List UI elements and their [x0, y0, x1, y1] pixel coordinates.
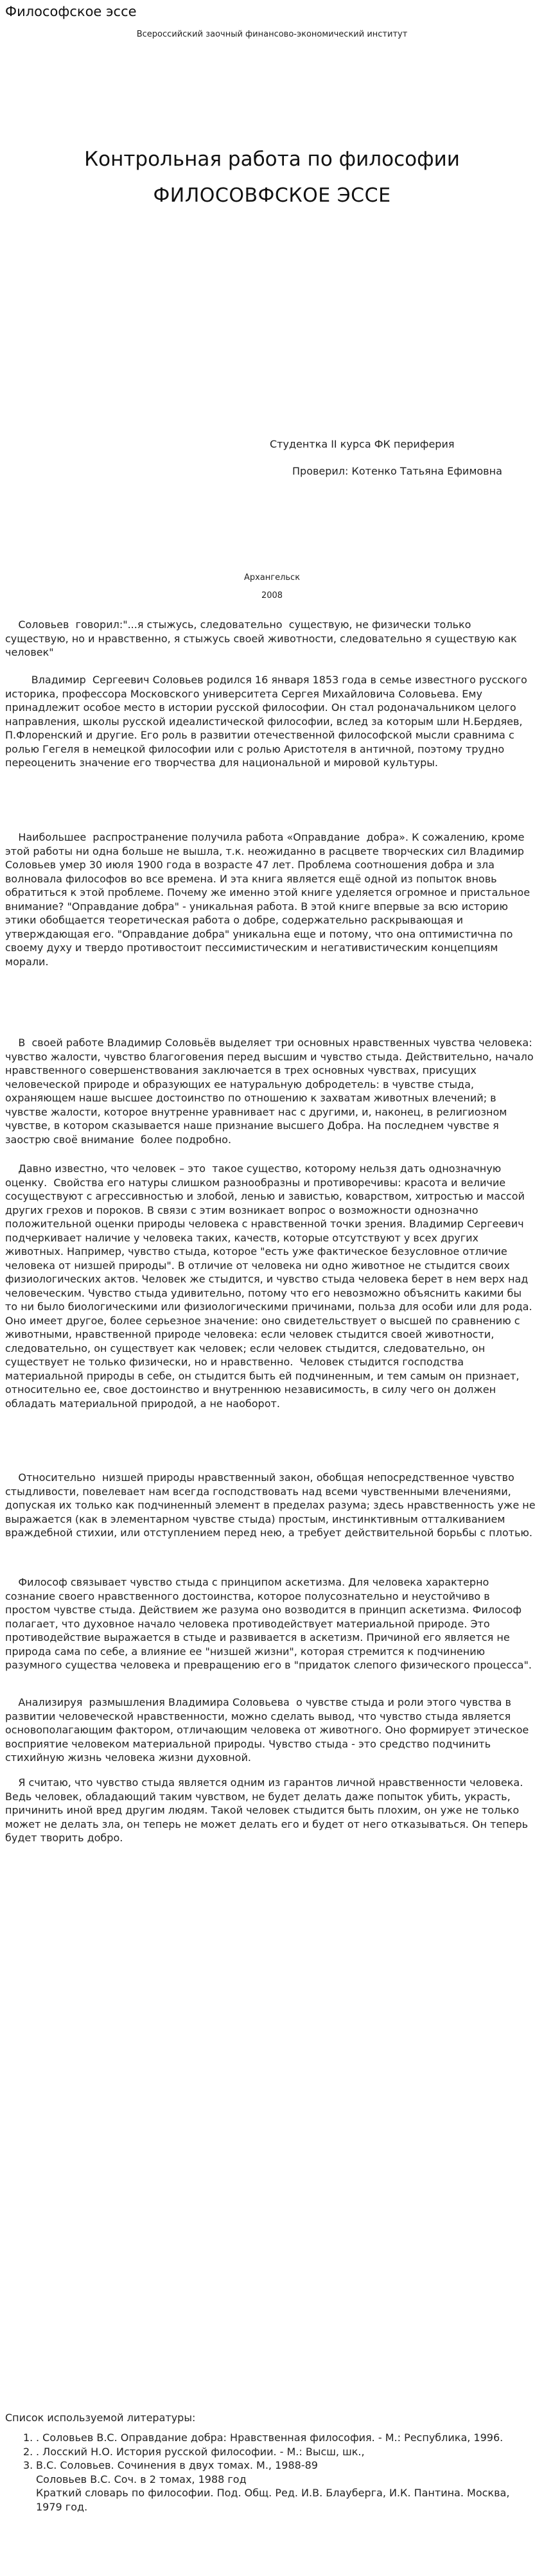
paragraph-three-feelings: В своей работе Владимир Соловьёв выделяет три основных нравственных чувства человека: чувство жалости, чувство благоговения перед высшим и чувство стыда. Действительно, начало нравственного совершенствования заключается в трех основных чувствах, присущих человеческой природе и образующих ее натуральную добродетель: в чувстве стыда, охраняющем наше высшее достоинство по отношению к захватам животных влечений; в чувстве жалости, которое внутренне уравнивает нас с другими, и, наконец, в религиозном чувстве, в котором сказывается наше признание высшего Добра. На последнем чувстве я заострю своё внимание более подробно. — [5, 1037, 537, 1146]
reference-text: . Лосский Н.О. История русской философии. - М.: Высш, шк., — [36, 2445, 365, 2458]
paragraph-conclusion: Я считаю, что чувство стыда является одним из гарантов личной нравственности человека. Ведь человек, обладающий таким чувством, не будет делать даже попыток убить, украсть, причинить иной вред другим людям. Такой человек стыдится быть плохим, он уже не только может не делать зла, он теперь не может делать его и будет от него отказываться. Он теперь будет творить добро. — [5, 1776, 532, 1844]
institute-name: Всероссийский заочный финансово-экономический институт — [136, 30, 408, 39]
paragraph-asceticism: Философ связывает чувство стыда с принципом аскетизма. Для человека характерно сознание своего нравственного достоинства, которое полусознательно и неустойчиво в простом чувстве стыда. Действием же разума оно возводится в принцип аскетизма. Философ полагает, что духовное начало человека противодействует материальной природе. Это противодействие выражается в стыде и развивается в аскетизм. Причиной его является не природа сама по себе, а влияние ее "низшей жизни", которая стремится к подчинению разумного существа человека и превращению его в "придаток слепого физического процесса". — [5, 1576, 532, 1671]
reference-number: 2. — [23, 2445, 33, 2458]
control-work-title: Контрольная работа по философии — [84, 148, 460, 171]
paragraph-human-nature: Давно известно, что человек – это такое существо, которому нельзя дать однозначную оценку. Свойства его натуры слишком разнообразны и противоречивы: красота и величие сосуществуют с агрессивностью и злобой, ленью и завистью, коварством, хитростью и массой других грехов и пороков. В связи с этим возникает вопрос о возможности однозначно положительной оценки природы человека с нравственной точки зрения. Владимир Сергеевич подчеркивает наличие у человека таких, качеств, которые отсутствуют у всех других животных. Например, чувство стыда, которое "есть уже фактическое безусловное отличие человека от низшей природы". В отличие от человека ни одно животное не стыдится своих физиологических актов. Человек же стыдится, и чувство стыда человека берет в нем верх над человеческим. Чувство стыда удивительно, потому что его невозможно объяснить какими бы то ни было биологическими или физиологическими причинами, польза для особи или для рода. Оно имеет другое, более серьезное значение: оно свидетельствует о высшей по сравнению с животными, нравственной природе человека: если человек стыдится своей животности, следовательно, он существует как человек; если человек стыдится, следовательно, он существует не только физически, но и нравственно. Человек стыдится господства материальной природы в себе, он стыдится быть ей подчиненным, и тем самым он признает, относительно ее, свое достоинство и внутреннюю независимость, в силу чего он должен обладать материальной природой, а не наоборот. — [5, 1162, 536, 1410]
reference-text: Краткий словарь по философии. Под. Общ. Ред. И.В. Блауберга, И.К. Пантина. Москва, 1979 год. — [36, 2487, 510, 2513]
reference-text: . Соловьев В.С. Оправдание добра: Нравственная философия. - М.: Республика, 1996. — [36, 2431, 504, 2444]
document-title: Философское эссе — [5, 4, 137, 19]
reference-item — [5, 2473, 537, 2487]
reference-text: Соловьев В.С. Соч. в 2 томах, 1988 год — [36, 2473, 247, 2485]
year: 2008 — [261, 591, 283, 600]
reference-item — [5, 2445, 537, 2459]
paragraph-biography: Владимир Сергеевич Соловьев родился 16 января 1853 года в семье известного русского историка, профессора Московского университета Сергея Михайловича Соловьева. Ему принадлежит особое место в истории русской философии. Он стал родоначальником целого направления, школы русской идеалистической философии, вслед за которым шли Н.Бердяев, П.Флоренский и другие. Его роль в развитии отечественной философской мысли сравнима с ролью Гегеля в немецкой философии или с ролью Аристотеля в античной, поэтому трудно переоценить значение его творчества для национальной и мировой культуры. — [5, 674, 531, 769]
paragraph-analysis: Анализируя размышления Владимира Соловьева о чувстве стыда и роли этого чувства в развитии человеческой нравственности, можно сделать вывод, что чувство стыда является основополагающим фактором, отличающим человека от животного. Оно формирует этическое восприятие человеком материальной природы. Чувство стыда - это средство подчинить стихийную жизнь человека жизни духовной. — [5, 1696, 532, 1764]
references-header: Список используемой литературы: — [5, 2412, 196, 2424]
paragraph-moral-law: Относительно низшей природы нравственный закон, обобщая непосредственное чувство стыдливости, повелевает нам всегда господствовать над всеми чувственными влечениями, допуская их только как подчиненный элемент в пределах разума; здесь нравственность уже не выражается (как в элементарном чувстве стыда) простым, инстинктивным отталкиванием враждебной стихии, или отступлением перед нею, а требует действительной борьбы с плотью. — [5, 1471, 539, 1539]
paragraph-quote: Соловьев говорил:"...я стыжусь, следовательно существую, не физически только существую, но и нравственно, я стыжусь своей животности, следовательно я существую как человек" — [5, 618, 520, 658]
reference-item — [5, 2431, 537, 2445]
city: Архангельск — [243, 573, 301, 583]
checked-by: Проверил: Котенко Татьяна Ефимовна — [292, 465, 502, 477]
paragraph-justification-of-good: Наибольшее распространение получила работа «Оправдание добра». К сожалению, кроме этой работы ни одна больше не вышла, т.к. неожиданно в расцвете творческих сил Владимир Соловьев умер 30 июля 1900 года в возрасте 47 лет. Проблема соотношения добра и зла волновала философов во все времена. И эта книга является ещё одной из попыток вновь обратиться к этой проблеме. Почему же именно этой книге уделяется огромное и пристальное внимание? "Оправдание добра" - уникальная работа. В этой книге впервые за всю историю этики обобщается теоретическая работа о добре, содержательно раскрывающая и утверждающая его. "Оправдание добра" уникальна еще и потому, что она оптимистична по своему духу и твердо противостоит пессимистическим и негативистическим концепциям морали. — [5, 831, 534, 968]
student-info: Студентка II курса ФК периферия — [270, 438, 455, 450]
reference-item — [5, 2486, 537, 2514]
reference-number: 3. — [23, 2459, 33, 2471]
essay-title: ФИЛОСОВФСКОЕ ЭССЕ — [153, 184, 391, 207]
references-list — [5, 2431, 537, 2514]
reference-item — [5, 2458, 537, 2473]
reference-number: 1. — [23, 2431, 33, 2444]
reference-text: В.С. Соловьев. Сочинения в двух томах. М., 1988-89 — [36, 2459, 318, 2471]
